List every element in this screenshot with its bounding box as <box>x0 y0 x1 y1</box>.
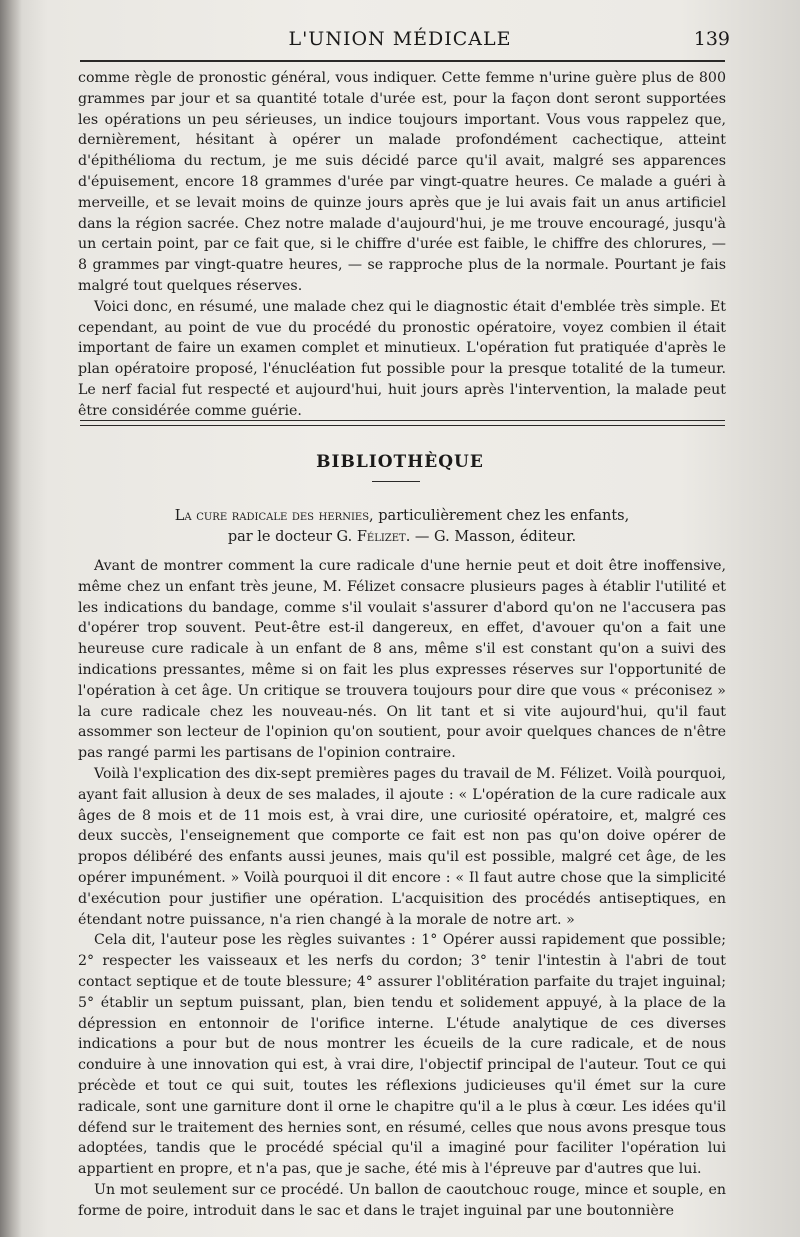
section-title: BIBLIOTHÈQUE <box>316 452 484 472</box>
book-title-line-2 <box>78 527 726 548</box>
book-reference <box>78 506 726 548</box>
author-name: Félizet <box>356 529 406 545</box>
journal-title: L'UNION MÉDICALE <box>288 28 512 50</box>
publisher: . — G. Masson, éditeur. <box>405 529 577 545</box>
paragraph: comme règle de pronostic général, vous indiquer. Cette femme n'urine guère plus de 800 grammes par jour et sa quantité totale d'urée est, pour la façon dont seront supportées les opérations un peu sérieuses, un indice toujours important. Vous vous rappelez que, dernièrement, hésitant à opérer un malade profondément cachectique, atteint d'épithélioma du rectum, je me suis décidé parce qu'il avait, malgré ses apparences d'épuisement, encore 18 grammes d'urée par vingt-quatre heures. Ce malade a guéri à merveille, et se levait moins de quinze jours après que je lui avais fait un anus artificiel dans la région sacrée. Chez notre malade d'aujourd'hui, je me trouve encouragé, jusqu'à un certain point, par ce fait que, si le chiffre d'urée est faible, le chiffre des chlorures, — 8 grammes par vingt-quatre heures, — se rapproche plus de la normale. Pourtant je fais malgré tout quelques réserves. <box>78 70 726 294</box>
author-prefix: par le docteur G. <box>227 529 357 545</box>
paragraph: Un mot seulement sur ce procédé. Un ballon de caoutchouc rouge, mince et souple, en forme de poire, introduit dans le sac et dans le trajet inguinal par une boutonnière <box>78 1181 726 1219</box>
article-continuation <box>78 68 726 422</box>
book-review <box>78 556 726 1222</box>
book-title: La cure radicale des hernies <box>174 508 370 524</box>
paragraph: Avant de montrer comment la cure radicale d'une hernie peut et doit être inoffensive, même chez un enfant très jeune, M. Félizet consacre plusieurs pages à établir l'utilité et les indications du bandage, comme s'il voulait s'assurer d'abord qu'on ne l'accusera pas d'opérer trop souvent. Peut-être est-il dangereux, en effet, d'avouer qu'on a fait une heureuse cure radicale à un enfant de 8 ans, même s'il est constant qu'on a suivi des indications pressantes, même si on fait les plus expresses réserves sur l'opportunité de l'opération à cet âge. Un critique se trouvera toujours pour dire que vous « préconisez » la cure radicale chez les nouveau-nés. On lit tant et si vite aujourd'hui, qu'il faut assommer son lecteur de l'opinion qu'on soutient, pour avoir quelques chances de n'être pas rangé parmi les partisans de l'opinion contraire. <box>78 558 726 762</box>
paragraph: Cela dit, l'auteur pose les règles suivantes : 1° Opérer aussi rapidement que possible; 2° respecter les vaisseaux et les nerfs du cordon; 3° tenir l'intestin à l'abri de tout contact septique et de toute blessure; 4° assurer l'oblitération parfaite du trajet inguinal; 5° établir un septum puissant, plan, bien tendu et solidement appuyé, à la place de la dépression en entonnoir de l'orifice interne. L'étude analytique de ces diverses indications a pour but de nous montrer les écueils de la cure radicale, et de nous conduire à une innovation qui est, à vrai dire, l'objectif principal de l'auteur. Tout ce qui précède et tout ce qui suit, toutes les réflexions judicieuses qu'il émet sur la cure radicale, sont une garniture dont il orne le chapitre qu'il a le plus à cœur. Les idées qu'il défend sur le traitement des hernies sont, en résumé, celles que nous avons presque tous adoptées, tandis que le procédé spécial qu'il a imaginé pour faciliter l'opération lui appartient en propre, et n'a pas, que je sache, été mis à l'épreuve par d'autres que lui. <box>78 932 726 1178</box>
book-title-line-1 <box>78 506 726 527</box>
paragraph: Voici donc, en résumé, une malade chez qui le diagnostic était d'emblée très simple. Et cependant, au point de vue du procédé du pronostic opératoire, voyez combien il était important de faire un examen complet et minutieux. L'opération fut pratiquée d'après le plan opératoire proposé, l'énucléation fut possible pour la presque totalité de la tumeur. Le nerf facial fut respecté et aujourd'hui, huit jours après l'intervention, la malade peut être considérée comme guérie. <box>78 298 726 419</box>
section-title-underline <box>372 481 420 482</box>
book-subtitle: , particulièrement chez les enfants, <box>369 508 630 524</box>
page-binding-shadow <box>0 0 22 1237</box>
header-rule <box>80 60 725 62</box>
paragraph: Voilà l'explication des dix-sept premières pages du travail de M. Félizet. Voilà pourquoi, ayant fait allusion à deux de ses malades, il ajoute : « L'opération de la cure radicale aux âges de 8 mois et de 11 mois est, à vrai dire, une curiosité opératoire, et, malgré ces deux succès, l'enseignement que comporte ce fait est non pas qu'on doive opérer de propos délibéré des enfants aussi jeunes, mais qu'il est possible, malgré cet âge, de les opérer impunément. » Voilà pourquoi il dit encore : « Il faut autre chose que la simplicité d'exécution pour justifier une opération. L'acquisition des procédés antiseptiques, en étendant notre puissance, n'a rien changé à la morale de notre art. » <box>78 765 726 928</box>
page-number: 139 <box>693 28 730 50</box>
section-divider <box>80 420 725 426</box>
running-header <box>70 26 730 56</box>
